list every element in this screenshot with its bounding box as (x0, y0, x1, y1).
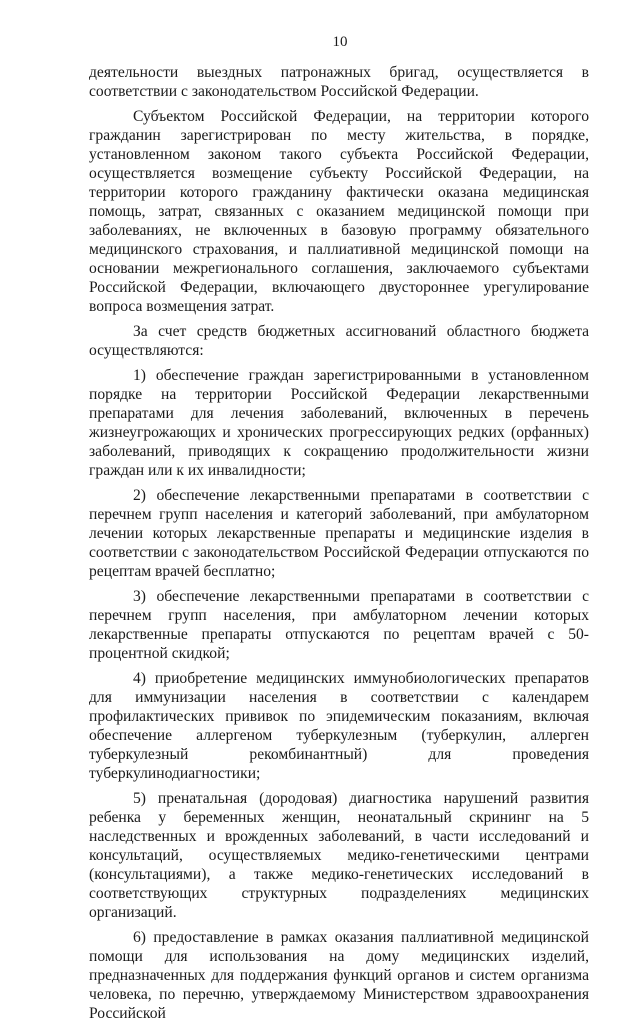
document-body (89, 63, 589, 1023)
page-number: 10 (332, 34, 348, 50)
paragraph-regional-budget-intro: За счет средств бюджетных ассигнований областного бюджета осуществляются: (89, 323, 589, 359)
list-item-3: 3) обеспечение лекарственными препаратами в соответствии с перечнем групп населения, при амбулаторном лечении которых лекарственные препараты отпускаются по рецептам врачей с 50-процентной скидкой; (89, 588, 589, 662)
list-item-4: 4) приобретение медицинских иммунобиологических препаратов для иммунизации населения в соответствии с календарем профилактических прививок по эпидемическим показаниям, включая обеспечение аллергеном туберкулезным (туберкулин, аллерген туберкулезный рекомбинантный) для проведения туберкулинодиагностики; (89, 670, 589, 782)
list-item-5: 5) пренатальная (дородовая) диагностика нарушений развития ребенка у беременных женщин, неонатальный скрининг на 5 наследственных и врожденных заболеваний, в части исследований и консультаций, осуществляемых медико-генетическими центрами (консультациями), а также медико-генетических исследований в соответствующих структурных подразделениях медицинских организаций. (89, 790, 589, 921)
list-item-2: 2) обеспечение лекарственными препаратами в соответствии с перечнем групп населения и категорий заболеваний, при амбулаторном лечении которых лекарственные препараты и медицинские изделия в соответствии с законодательством Российской Федерации отпускаются по рецептам врачей бесплатно; (89, 487, 589, 580)
paragraph-continuation: деятельности выездных патронажных бригад, осуществляется в соответствии с законодательством Российской Федерации. (89, 64, 589, 100)
list-item-6: 6) предоставление в рамках оказания паллиативной медицинской помощи для использования на дому медицинских изделий, предназначенных для поддержания функций органов и систем организма человека, по перечню, утверждаемому Министерством здравоохранения Российской (89, 929, 589, 1022)
list-item-1: 1) обеспечение граждан зарегистрированными в установленном порядке на территории Российской Федерации лекарственными препаратами для лечения заболеваний, включенных в перечень жизнеугрожающих и хронических прогрессирующих редких (орфанных) заболеваний, приводящих к сокращению продолжительности жизни граждан или к их инвалидности; (89, 367, 589, 479)
paragraph-expense-reimbursement: Субъектом Российской Федерации, на территории которого гражданин зарегистрирован по месту жительства, в порядке, установленном законом такого субъекта Российской Федерации, осуществляется возмещение субъекту Российской Федерации, на территории которого гражданину фактически оказана медицинская помощь, затрат, связанных с оказанием медицинской помощи при заболеваниях, не включенных в базовую программу обязательного медицинского страхования, и паллиативной медицинской помощи на основании межрегионального соглашения, заключаемого субъектами Российской Федерации, включающего двустороннее урегулирование вопроса возмещения затрат. (89, 108, 589, 315)
